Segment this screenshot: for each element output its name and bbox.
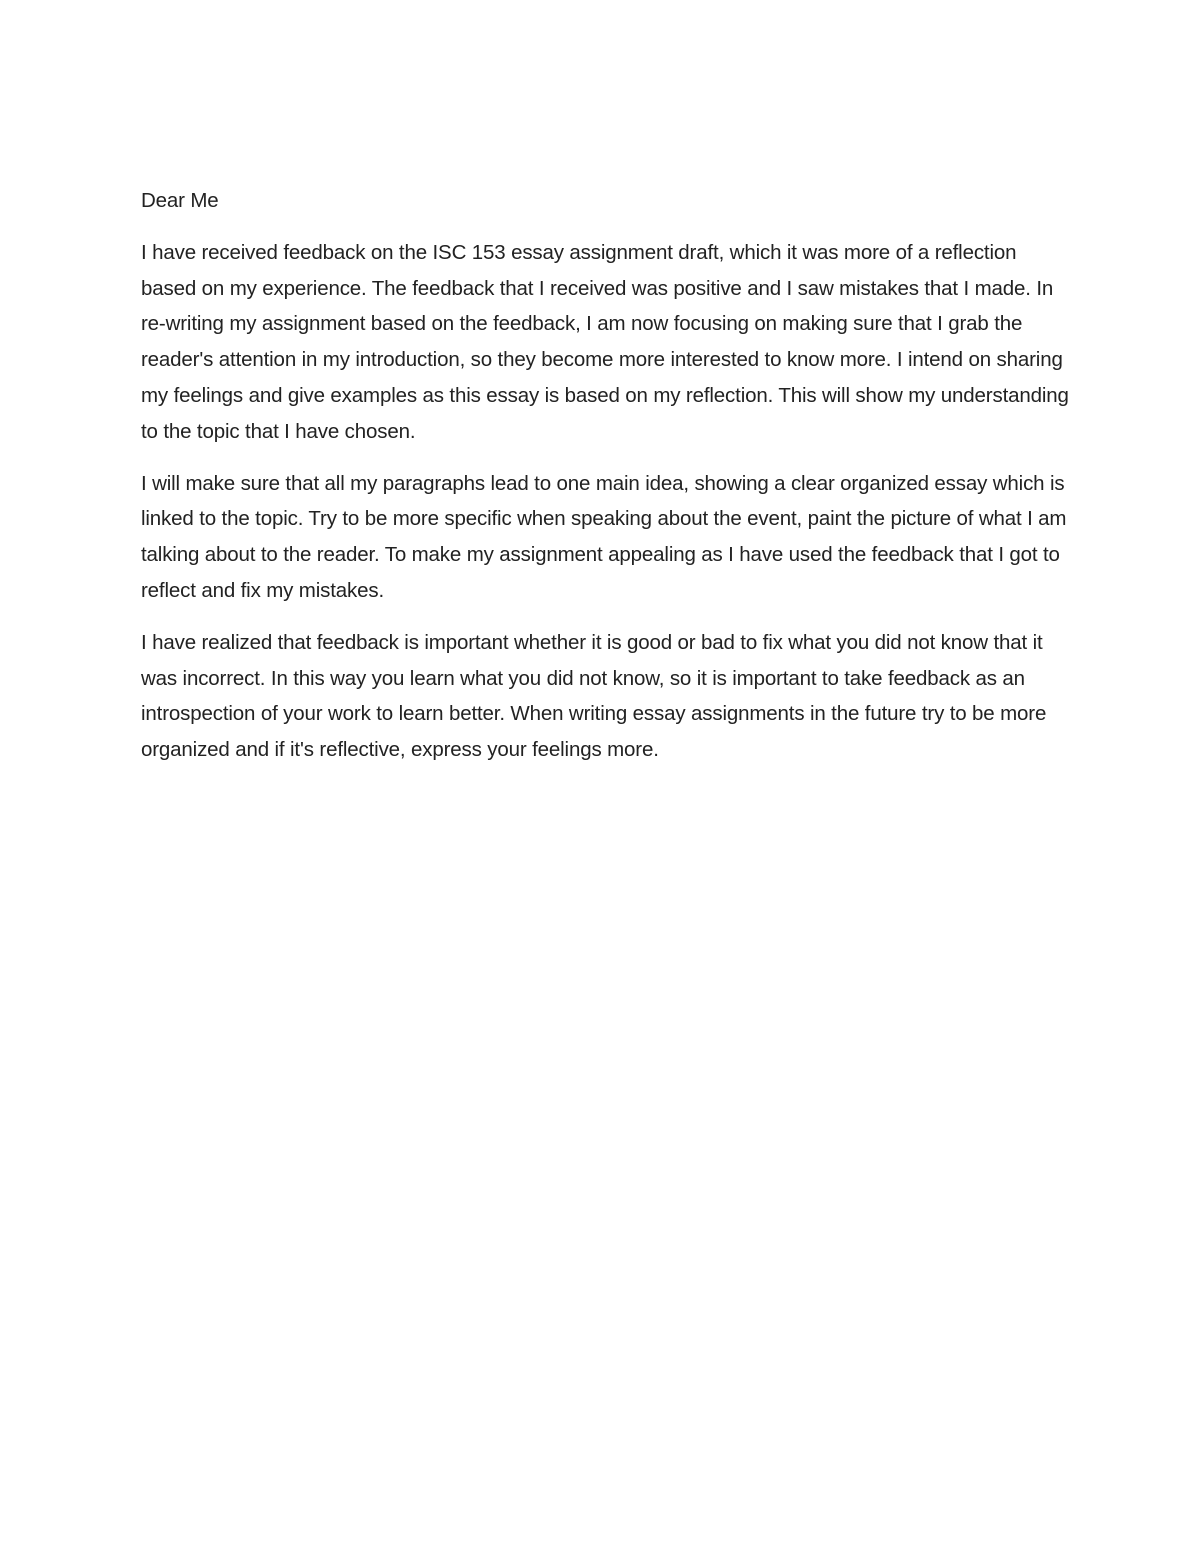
paragraph-feedback-received: I have received feedback on the ISC 153 essay assignment draft, which it was more of a reflection based on my experience. The feedback that I received was positive and I saw mistakes that I made. In re-writing my assignment based on the feedback, I am now focusing on making sure that I grab the reader's attention in my introduction, so they become more interested to know more. I intend on sharing my feelings and give examples as this essay is based on my reflection. This will show my understanding to the topic that I have chosen. [141,240,1069,443]
salutation: Dear Me [141,189,219,212]
paragraph-reflection-conclusion: I have realized that feedback is important whether it is good or bad to fix what you did not know that it was incorrect. In this way you learn what you did not know, so it is important to take feedback as an introspection of your work to learn better. When writing essay assignments in the future try to be more organized and if it's reflective, express your feelings more. [141,630,1047,762]
paragraph-organization-plan: I will make sure that all my paragraphs lead to one main idea, showing a clear organized essay which is linked to the topic. Try to be more specific when speaking about the event, paint the picture of what I am talking about to the reader. To make my assignment appealing as I have used the feedback that I got to reflect and fix my mistakes. [141,471,1067,602]
document-body [141,183,1071,784]
